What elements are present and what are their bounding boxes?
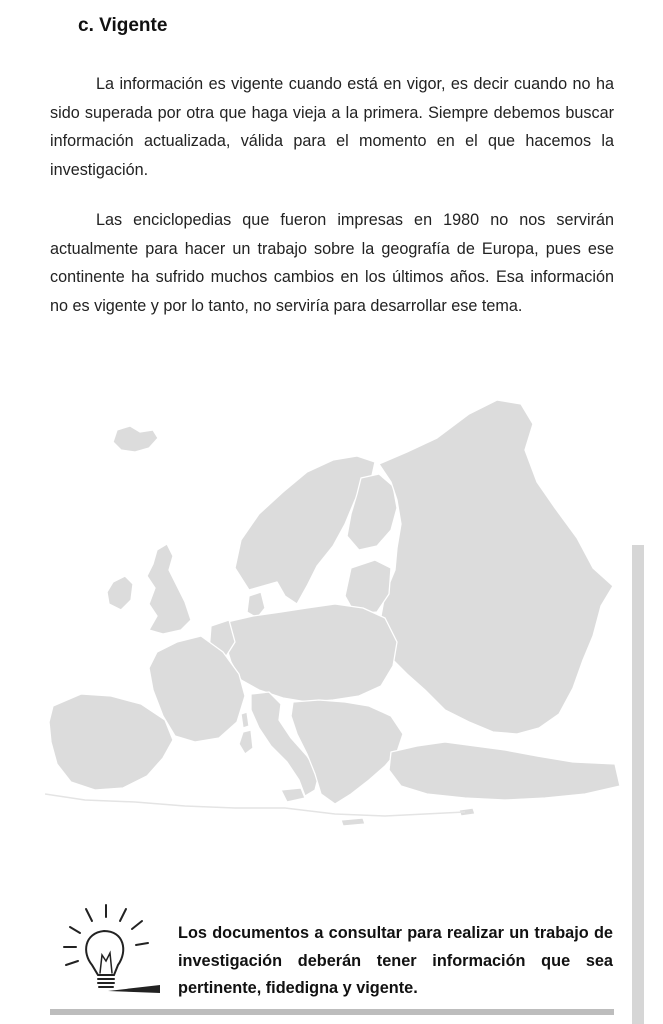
russia-shape [379,400,613,734]
sicily-shape [281,788,305,802]
crete-shape [341,818,365,826]
tip-text: Los documentos a consultar para realizar un trabajo de investigación deberán tener información que sea pertinente, fidedigna y vigente. [178,924,613,997]
corsica-shape [241,712,249,728]
bottom-rule [50,1009,614,1015]
sardinia-shape [239,730,253,754]
paragraph-text: La información es vigente cuando está en vigor, es decir cuando no ha sido superada por otra que haga vieja a la primera. Siempre debemos buscar información actualizada, válida para el momento en el que hacemos la investigación. [50,75,614,179]
paragraph-encyclopedia-example [50,206,614,320]
page-side-bar [632,545,644,1024]
paragraph-text: Las enciclopedias que fueron impresas en 1980 no nos servirán actualmente para hacer un trabajo sobre la geografía de Europa, pues ese continente ha sufrido muchos cambios en los últimos años. Esa información no es vigente y por lo tanto, no serviría para desarrollar ese tema. [50,211,614,315]
paragraph-vigente-definition [50,70,614,184]
north-africa-coast [45,794,465,816]
section-heading: c. Vigente [78,15,168,36]
lightbulb-icon [56,903,166,1003]
europe-map-drawing [45,390,620,830]
turkey-shape [389,742,620,800]
central-europe-shape [225,604,397,702]
great-britain-shape [147,544,191,634]
iberia-shape [49,694,173,790]
europe-map [45,390,620,830]
iceland-shape [113,426,158,452]
ireland-shape [107,576,133,610]
